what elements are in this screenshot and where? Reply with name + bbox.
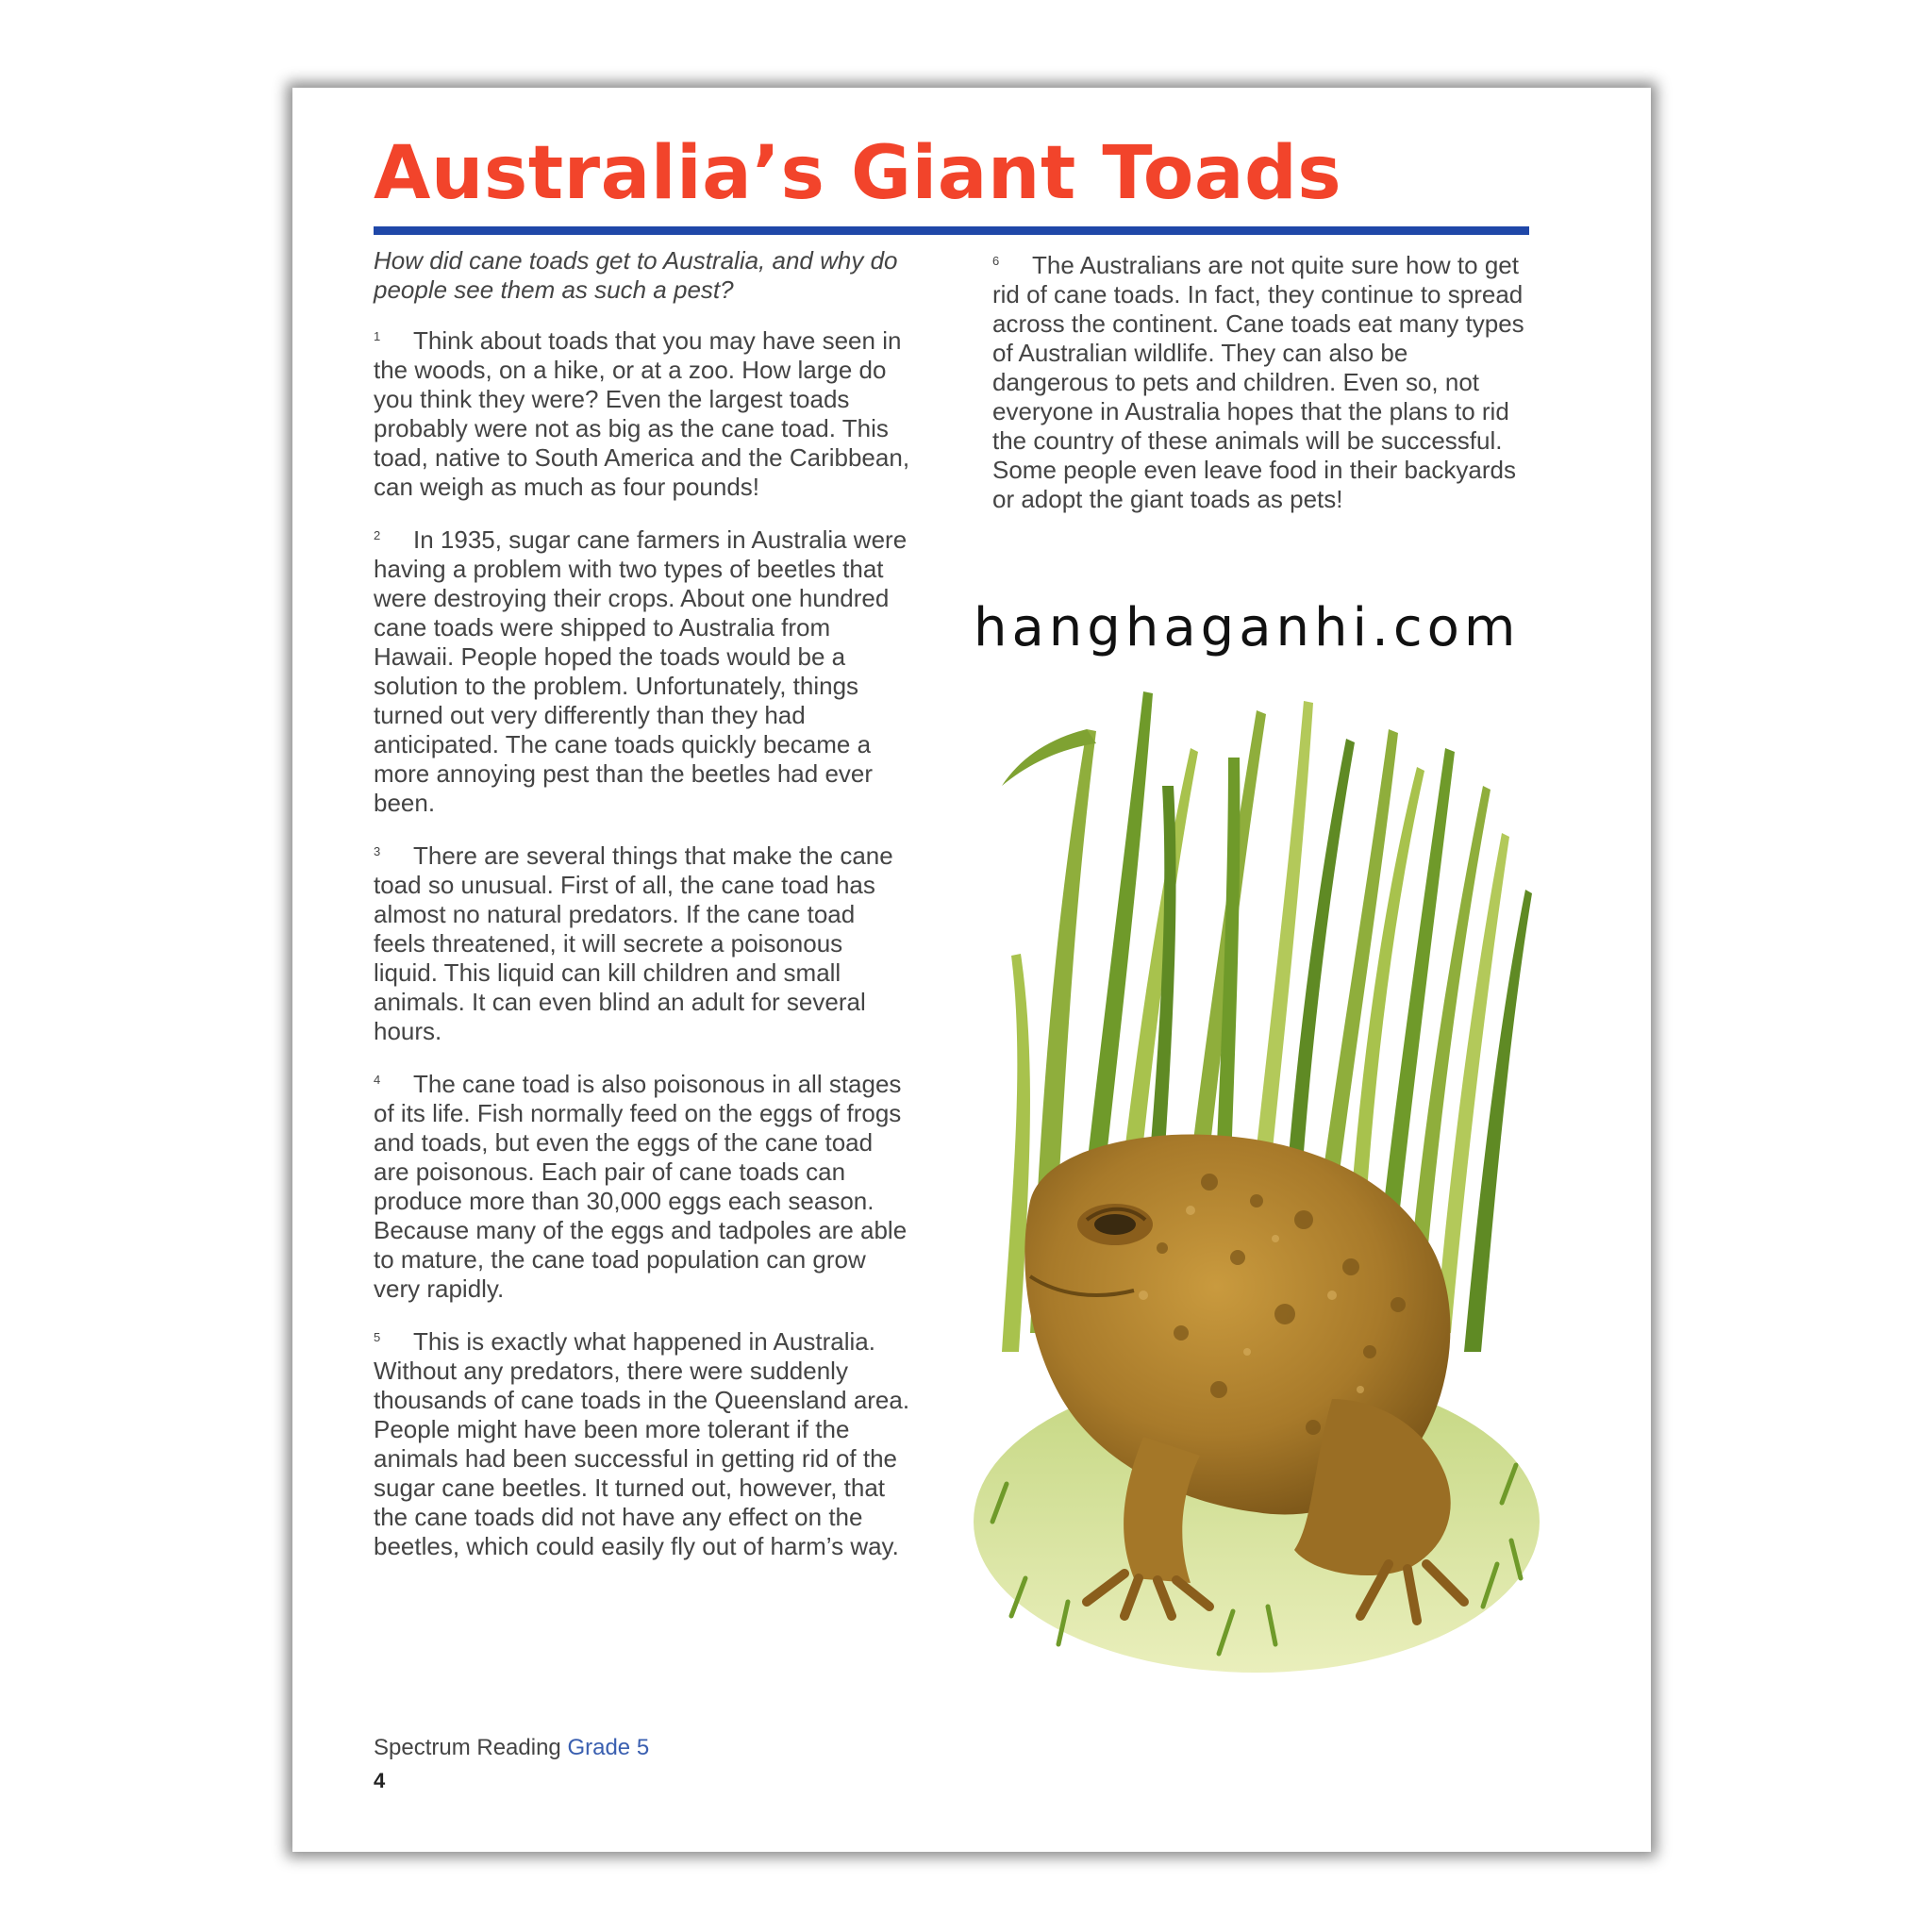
watermark: hanghaganhi.com [974, 597, 1521, 658]
paragraph-2 [374, 521, 911, 818]
worksheet-page [292, 88, 1651, 1852]
paragraph-text: The Australians are not quite sure how to get rid of cane toads. In fact, they continue to spread across the continent. Cane toads eat many types of Australian wildlife. They can also be dangerous to pets and children. Even so, not everyone in Australia hopes that the plans to rid the country of these animals will be successful. Some people even leave food in their backyards or adopt the giant toads as pets! [992, 251, 1524, 513]
paragraph-6 [992, 246, 1530, 514]
paragraph-1 [374, 322, 911, 502]
title-rule [374, 226, 1529, 235]
paragraph-number: 6 [992, 254, 1000, 268]
lead-question: How did cane toads get to Australia, and why do people see them as such a pest? [374, 246, 898, 304]
page-title: Australia’s Giant Toads [374, 131, 1342, 216]
paragraph-4 [374, 1065, 911, 1304]
page-number: 4 [374, 1769, 386, 1792]
right-column [992, 246, 1530, 533]
paragraph-number: 2 [374, 528, 381, 542]
paragraph-text: There are several things that make the cane toad so unusual. First of all, the cane toad has almost no natural predators. If the cane toad feels threatened, it will secrete a poisonous liquid. This liquid can kill children and small animals. It can even blind an adult for several hours. [374, 841, 893, 1045]
cane-toad-illustration [974, 673, 1549, 1701]
paragraph-text: The cane toad is also poisonous in all stages of its life. Fish normally feed on the eggs of frogs and toads, but even the eggs of the cane toad are poisonous. Each pair of cane toads can produce more than 30,000 eggs each season. Because many of the eggs and tadpoles are able to mature, the cane toad population can grow very rapidly. [374, 1070, 908, 1303]
grade-label: Grade 5 [567, 1735, 650, 1760]
paragraph-5 [374, 1323, 911, 1561]
paragraph-text: In 1935, sugar cane farmers in Australia were having a problem with two types of beetles that were destroying their crops. About one hundred cane toads were shipped to Australia from Hawaii. People hoped the toads would be a solution to the problem. Unfortunately, things turned out very differently than they had anticipated. The cane toads quickly became a more annoying pest than the beetles had ever been. [374, 525, 908, 817]
book-name: Spectrum Reading [374, 1735, 561, 1760]
left-column [374, 246, 911, 1580]
paragraph-text: This is exactly what happened in Australia. Without any predators, there were suddenly thousands of cane toads in the Queensland area. People might have been more tolerant if the animals had been successful in getting rid of the sugar cane beetles. It turned out, however, that the cane toads did not have any effect on the beetles, which could easily fly out of harm’s way. [374, 1327, 910, 1560]
paragraph-text: Think about toads that you may have seen in the woods, on a hike, or at a zoo. How large do you think they were? Even the largest toads probably were not as big as the cane toad. This toad, native to South America and the Caribbean, can weigh as much as four pounds! [374, 326, 910, 501]
footer-book-title [374, 1735, 649, 1761]
paragraph-number: 4 [374, 1073, 381, 1087]
paragraph-3 [374, 837, 911, 1046]
paragraph-number: 1 [374, 329, 381, 343]
paragraph-number: 3 [374, 844, 381, 858]
paragraph-number: 5 [374, 1330, 381, 1344]
